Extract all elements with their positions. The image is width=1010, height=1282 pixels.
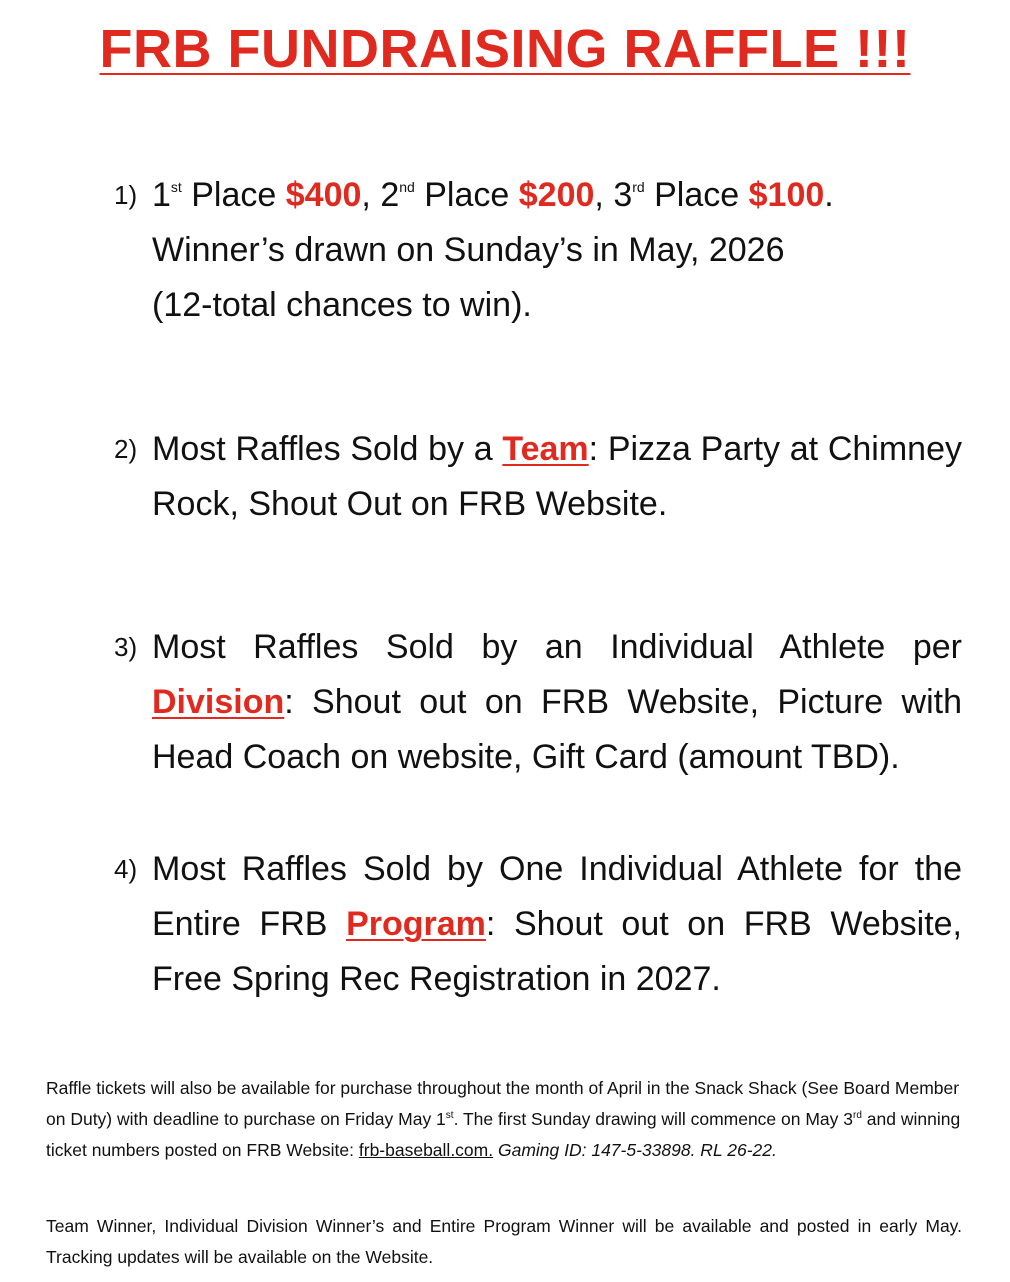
period: .	[824, 176, 834, 214]
place-1-suffix: st	[170, 179, 182, 195]
place-word: Place	[181, 176, 286, 214]
item-text: Most Raffles Sold by a	[152, 430, 503, 468]
page-title-text: FRB FUNDRAISING RAFFLE !!!	[99, 19, 911, 79]
prize-item-4	[114, 842, 962, 1007]
place-word: Place	[644, 176, 749, 214]
item-number: 2)	[114, 434, 138, 464]
prize-item-3	[114, 620, 962, 785]
place-2-suffix: nd	[399, 179, 415, 195]
footer-text: and winning ticket numbers posted on FRB Website:	[46, 1109, 961, 1160]
prize-item-1	[114, 168, 962, 333]
item-number: 4)	[114, 854, 138, 884]
prize-amount-3: $100	[748, 176, 825, 214]
prize-amount-1: $400	[285, 176, 362, 214]
footer-details	[46, 1073, 962, 1166]
website-link[interactable]: frb-baseball.com.	[358, 1140, 494, 1160]
item-text: : Pizza Party at Chimney Rock, Shout Out on FRB Website.	[152, 430, 962, 523]
item-number: 3)	[114, 632, 138, 662]
draw-info: Winner’s drawn on Sunday’s in May, 2026	[152, 231, 785, 269]
item-text: Most Raffles Sold by an Individual Athlete per	[152, 628, 962, 666]
highlight-program: Program	[346, 905, 486, 943]
item-text: : Shout out on FRB Website, Picture with Head Coach on website, Gift Card (amount TBD).	[152, 683, 962, 776]
footer-text: Raffle tickets will also be available for purchase throughout the month of April in the Snack Shack (See Board Member on Duty) with deadline to purchase on Friday May 1	[46, 1078, 960, 1129]
item-text: : Shout out on FRB Website, Free Spring Rec Registration in 2027.	[152, 905, 963, 998]
place-3: 3	[613, 176, 633, 214]
item-body	[152, 842, 962, 1007]
item-body	[152, 422, 962, 532]
item-number: 1)	[114, 180, 138, 210]
item-text: Most Raffles Sold by One Individual Athlete for the Entire FRB	[152, 850, 962, 943]
footer-sup: st	[445, 1110, 454, 1121]
item-body	[152, 620, 962, 785]
highlight-division: Division	[152, 683, 285, 721]
place-1: 1	[152, 176, 171, 214]
separator: ,	[361, 176, 381, 214]
highlight-team: Team	[502, 430, 589, 468]
footer-sup: rd	[853, 1110, 862, 1121]
item-body	[152, 168, 962, 333]
place-word: Place	[414, 176, 519, 214]
gaming-id: Gaming ID: 147-5-33898. RL 26-22.	[493, 1140, 777, 1160]
prize-amount-2: $200	[518, 176, 595, 214]
page-title	[0, 18, 1010, 80]
chances-info: (12-total chances to win).	[152, 286, 532, 324]
prize-item-2	[114, 422, 962, 532]
place-2: 2	[380, 176, 400, 214]
footer-winners-note: Team Winner, Individual Division Winner’s and Entire Program Winner will be available and posted in early May. Tracking updates will be available on the Website.	[46, 1216, 962, 1267]
footer-text: . The first Sunday drawing will commence on May 3	[453, 1109, 854, 1129]
place-3-suffix: rd	[632, 179, 645, 195]
separator: ,	[594, 176, 614, 214]
